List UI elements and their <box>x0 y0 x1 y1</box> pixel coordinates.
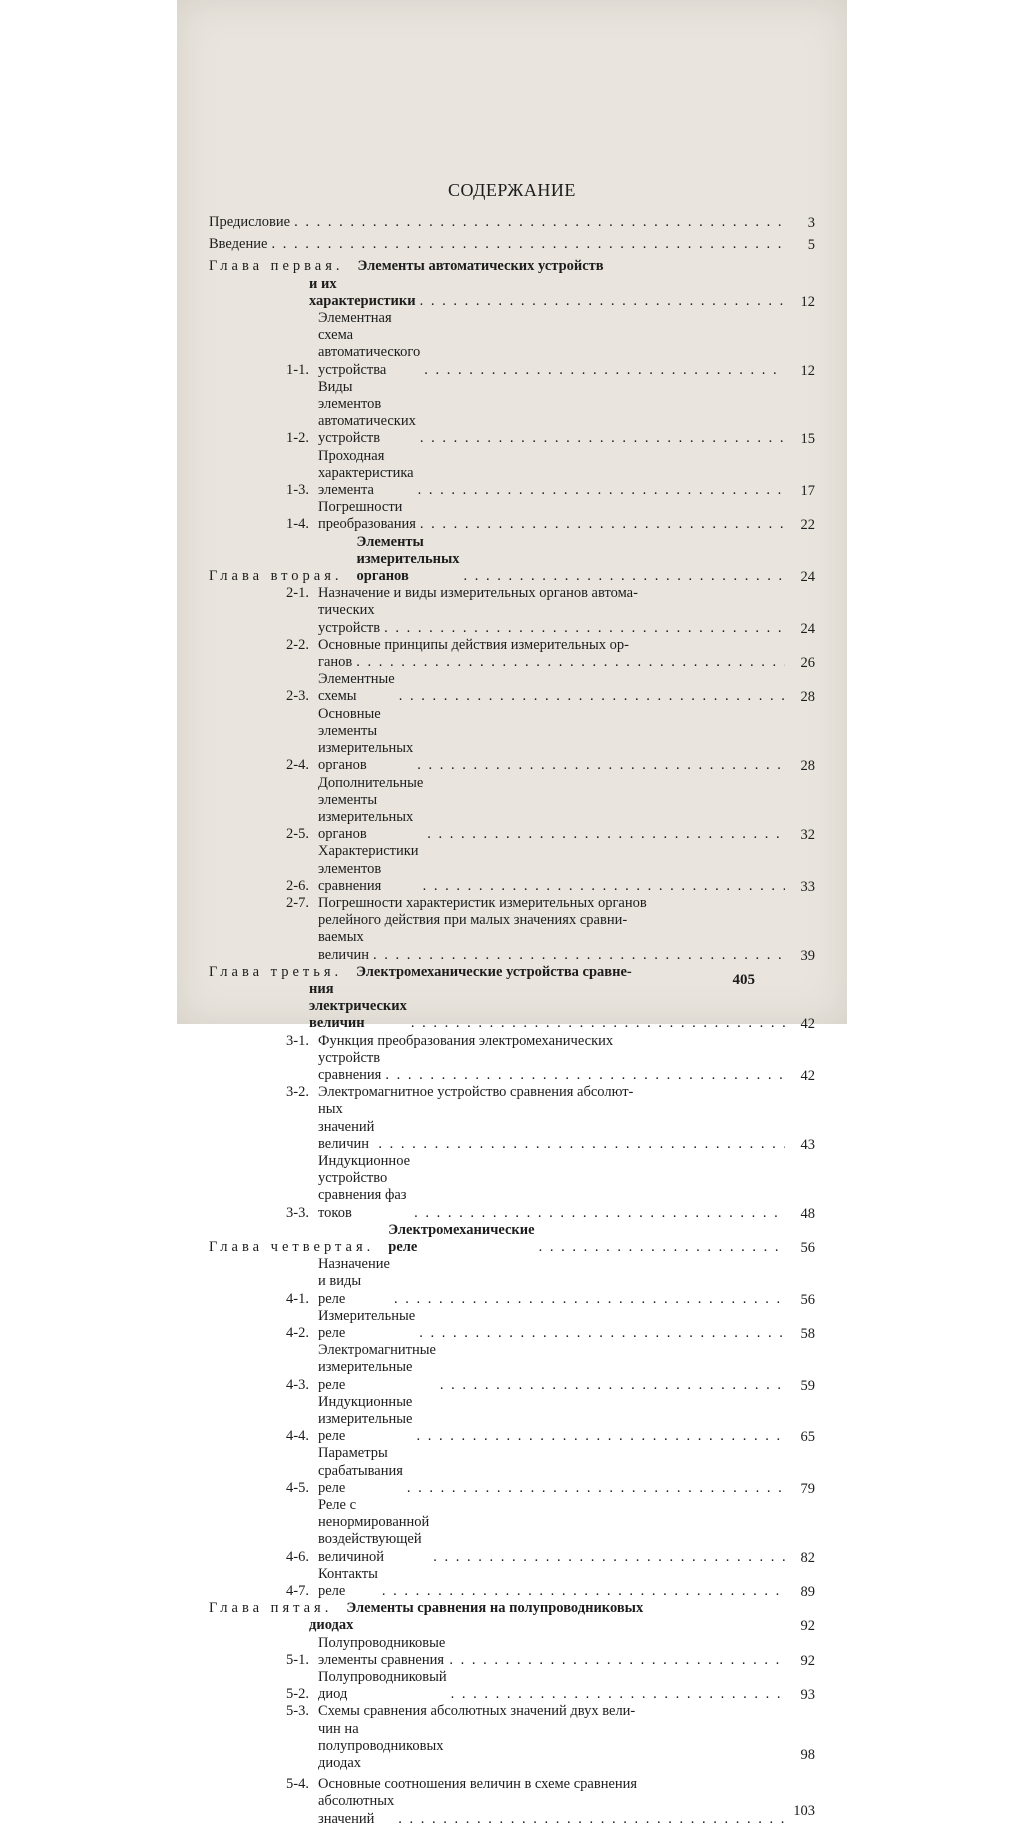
chapter-label: Глава четвертая. <box>209 1238 375 1255</box>
entry-text: Основные принципы действия измерительных ор- <box>318 636 629 653</box>
entry-text-cont: релейного действия при малых значениях сравни- <box>318 912 628 929</box>
toc-entry-2-1-line2 <box>209 602 815 637</box>
entry-text-cont: ных значений величин <box>318 1101 375 1152</box>
page-number: 405 <box>732 972 755 988</box>
entry-text: Проходная характеристика элемента <box>318 447 414 499</box>
toc-entry-3-2-line2 <box>209 1101 815 1153</box>
toc-entry-3-3 <box>209 1152 815 1222</box>
entry-page: 79 <box>800 1480 815 1497</box>
entry-text-cont: тических устройств <box>318 602 381 636</box>
leader-dots <box>420 430 785 447</box>
section-number: 2-4. <box>286 757 309 774</box>
toc-chapter-1-line1 <box>209 258 789 275</box>
chapter-label: Глава первая. <box>209 258 344 275</box>
leader-dots <box>416 1428 785 1445</box>
toc-entry-5-4-line2 <box>209 1793 815 1827</box>
toc-chapter-3-line1 <box>209 964 789 981</box>
entry-page: 58 <box>800 1326 815 1342</box>
chapter-title-cont: и их характеристики <box>309 275 416 309</box>
chapter-title: Элементы сравнения на полупроводниковых <box>346 1600 644 1617</box>
entry-text: Введение <box>209 236 268 253</box>
entry-text: Измерительные реле <box>318 1307 416 1341</box>
book-page <box>177 0 847 1827</box>
section-number: 4-6. <box>286 1548 309 1565</box>
entry-text: Назначение и виды измерительных органов автома- <box>318 585 638 602</box>
leader-dots <box>373 947 785 964</box>
entry-page: 5 <box>807 237 815 254</box>
entry-page: 93 <box>800 1687 815 1704</box>
entry-text: Характеристики элементов сравнения <box>318 843 419 894</box>
section-number: 2-3. <box>286 688 309 705</box>
entry-page: 89 <box>800 1584 815 1601</box>
chapter-title: Элементы автоматических устройств <box>357 258 604 275</box>
entry-page: 22 <box>800 517 815 534</box>
toc-entry-4-4 <box>209 1393 815 1446</box>
leader-dots <box>382 1583 785 1600</box>
leader-dots <box>424 362 785 379</box>
entry-page: 103 <box>793 1802 815 1819</box>
chapter-label: Глава пятая. <box>209 1600 333 1617</box>
entry-text: Индукционные измерительные реле <box>318 1393 413 1445</box>
entry-page: 28 <box>800 689 815 706</box>
section-number: 2-7. <box>286 894 309 911</box>
section-number: 4-7. <box>286 1583 309 1600</box>
entry-page: 92 <box>800 1652 815 1669</box>
entry-page: 33 <box>800 878 815 895</box>
toc-entry-1-3 <box>209 447 815 500</box>
toc-entry-2-3 <box>209 671 815 706</box>
entry-text: Функция преобразования электромеханических <box>318 1032 614 1049</box>
entry-text: Назначение и виды реле <box>318 1256 390 1307</box>
entry-text: Предисловие <box>209 214 291 230</box>
section-number: 2-5. <box>286 826 309 843</box>
chapter-title: Электромеханические устройства сравне- <box>356 963 632 980</box>
toc-entry-2-1-line1 <box>209 585 789 602</box>
toc-entry-2-2-line1 <box>209 637 789 654</box>
toc-entry-3-2-line1 <box>209 1084 789 1101</box>
section-number: 5-1. <box>286 1651 309 1668</box>
entry-text: Полупроводниковые элементы сравнения <box>318 1634 446 1668</box>
toc-entry-preface <box>209 214 815 231</box>
entry-text: Параметры срабатывания реле <box>318 1445 403 1496</box>
toc-entry-4-1 <box>209 1256 815 1308</box>
toc-entry-2-2-line2 <box>209 654 815 672</box>
section-number: 2-6. <box>286 877 309 894</box>
section-number: 2-1. <box>286 585 309 602</box>
leader-dots <box>539 1239 785 1256</box>
toc-entry-2-6 <box>209 843 815 895</box>
section-number: 3-3. <box>286 1204 309 1221</box>
toc-entry-2-7-line1 <box>209 895 789 912</box>
toc-entry-5-2 <box>209 1669 815 1704</box>
leader-dots <box>419 1325 785 1342</box>
table-of-contents <box>209 214 815 1828</box>
page-title: СОДЕРЖАНИЕ <box>448 180 576 200</box>
leader-dots <box>433 1549 785 1566</box>
entry-page: 3 <box>807 215 815 231</box>
section-number: 4-4. <box>286 1428 309 1445</box>
toc-entry-4-5 <box>209 1445 815 1497</box>
toc-chapter-4 <box>209 1221 815 1256</box>
section-number: 5-2. <box>286 1686 309 1703</box>
toc-entry-4-2 <box>209 1307 815 1342</box>
entry-page: 59 <box>800 1377 815 1394</box>
section-number: 1-2. <box>286 430 309 447</box>
section-number: 5-3. <box>286 1703 309 1720</box>
entry-page: 17 <box>800 483 815 500</box>
leader-dots <box>451 1686 785 1703</box>
toc-entry-2-7-line3 <box>209 929 815 964</box>
chapter-label: Глава вторая. <box>209 568 343 585</box>
entry-text: Виды элементов автоматических устройств <box>318 378 416 447</box>
toc-entry-5-1 <box>209 1634 815 1669</box>
entry-text: Основные элементы измерительных органов <box>318 705 414 774</box>
chapter-title-cont: ния электрических величин <box>309 980 407 1032</box>
toc-entry-5-4-line1 <box>209 1776 789 1793</box>
entry-text-cont: абсолютных значений <box>318 1793 395 1827</box>
leader-dots <box>407 1480 785 1497</box>
toc-chapter-1-line2 <box>209 275 815 310</box>
leader-dots <box>427 826 785 843</box>
leader-dots <box>417 757 785 774</box>
toc-entry-1-4 <box>209 499 815 534</box>
entry-page: 39 <box>800 947 815 964</box>
toc-entry-2-4 <box>209 705 815 775</box>
entry-text: Индукционное устройство сравнения фаз токов <box>318 1152 411 1221</box>
section-number: 4-5. <box>286 1479 309 1496</box>
entry-text: Электромагнитное устройство сравнения абсолют- <box>318 1084 634 1101</box>
leader-dots <box>440 1377 785 1394</box>
toc-chapter-5-line2 <box>209 1617 815 1635</box>
toc-entry-1-1 <box>209 310 815 379</box>
entry-text: Схемы сравнения абсолютных значений двух вели- <box>318 1703 636 1720</box>
leader-dots <box>356 654 785 671</box>
toc-entry-4-6 <box>209 1497 815 1566</box>
leader-dots <box>420 293 785 310</box>
entry-page: 24 <box>800 569 815 586</box>
leader-dots <box>449 1652 785 1669</box>
entry-page: 32 <box>800 827 815 844</box>
leader-dots <box>418 482 785 499</box>
chapter-title: Электромеханические реле <box>388 1221 535 1255</box>
entry-text: Контакты реле <box>318 1565 378 1600</box>
entry-page: 56 <box>800 1239 815 1256</box>
section-number: 1-4. <box>286 516 309 533</box>
leader-dots <box>398 1811 785 1828</box>
entry-page: 12 <box>800 362 815 379</box>
entry-text-cont: ваемых величин <box>318 929 370 963</box>
entry-text: Электромагнитные измерительные реле <box>318 1342 436 1393</box>
entry-text: Дополнительные элементы измерительных органов <box>318 774 424 843</box>
section-number: 4-1. <box>286 1290 309 1307</box>
entry-page: 56 <box>800 1291 815 1308</box>
leader-dots <box>385 1067 785 1084</box>
leader-dots <box>399 688 785 705</box>
section-number: 3-2. <box>286 1084 309 1101</box>
leader-dots <box>414 1205 785 1222</box>
section-number: 3-1. <box>286 1032 309 1049</box>
toc-entry-4-7 <box>209 1565 815 1601</box>
entry-page: 98 <box>800 1747 815 1764</box>
leader-dots <box>384 620 785 637</box>
entry-page: 92 <box>800 1618 815 1635</box>
entry-text: Погрешности преобразования <box>318 499 416 533</box>
toc-chapter-2 <box>209 533 815 586</box>
chapter-title-cont: диодах <box>309 1617 354 1634</box>
section-number: 5-4. <box>286 1776 309 1793</box>
entry-text-cont: устройств сравнения <box>318 1049 382 1083</box>
section-number: 4-2. <box>286 1325 309 1341</box>
leader-dots <box>464 568 785 585</box>
leader-dots <box>378 1136 785 1153</box>
leader-dots <box>271 236 785 253</box>
entry-page: 82 <box>800 1549 815 1566</box>
chapter-title: Элементы измерительных органов <box>356 533 460 585</box>
section-number: 4-3. <box>286 1376 309 1393</box>
entry-text: Элементная схема автоматического устройства <box>318 310 421 378</box>
section-number: 1-3. <box>286 482 309 499</box>
entry-text: Элементные схемы <box>318 671 395 705</box>
chapter-label: Глава третья. <box>209 963 343 980</box>
entry-page: 12 <box>800 293 815 310</box>
entry-page: 43 <box>800 1136 815 1153</box>
leader-dots <box>420 516 785 533</box>
toc-entry-3-1-line1 <box>209 1033 789 1050</box>
toc-chapter-5-line1 <box>209 1600 789 1617</box>
entry-text-cont: чин на полупроводниковых диодах <box>318 1720 444 1772</box>
entry-page: 28 <box>800 758 815 775</box>
toc-entry-2-5 <box>209 774 815 844</box>
entry-page: 24 <box>800 620 815 637</box>
toc-entry-2-7-line2 <box>209 912 789 929</box>
entry-page: 42 <box>800 1016 815 1033</box>
toc-entry-5-3-line2 <box>209 1720 815 1773</box>
toc-entry-1-2 <box>209 378 815 448</box>
entry-text: Реле с ненормированной воздействующей величиной <box>318 1497 430 1565</box>
leader-dots <box>423 878 785 895</box>
toc-entry-4-3 <box>209 1342 815 1394</box>
entry-text: Погрешности характеристик измерительных органов <box>318 894 647 911</box>
entry-text: Полупроводниковый диод <box>318 1669 447 1703</box>
toc-entry-intro <box>209 236 815 254</box>
section-number: 1-1. <box>286 361 309 378</box>
entry-page: 26 <box>800 655 815 672</box>
entry-page: 42 <box>800 1067 815 1084</box>
entry-page: 65 <box>800 1429 815 1446</box>
entry-page: 15 <box>800 431 815 448</box>
entry-text: Основные соотношения величин в схеме сравнения <box>318 1776 638 1793</box>
section-number: 2-2. <box>286 636 309 653</box>
leader-dots <box>294 214 785 231</box>
entry-page: 48 <box>800 1205 815 1222</box>
toc-entry-5-3-line1 <box>209 1703 789 1720</box>
entry-text-cont: ганов <box>318 654 353 671</box>
toc-entry-3-1-line2 <box>209 1049 815 1084</box>
leader-dots <box>394 1291 785 1308</box>
